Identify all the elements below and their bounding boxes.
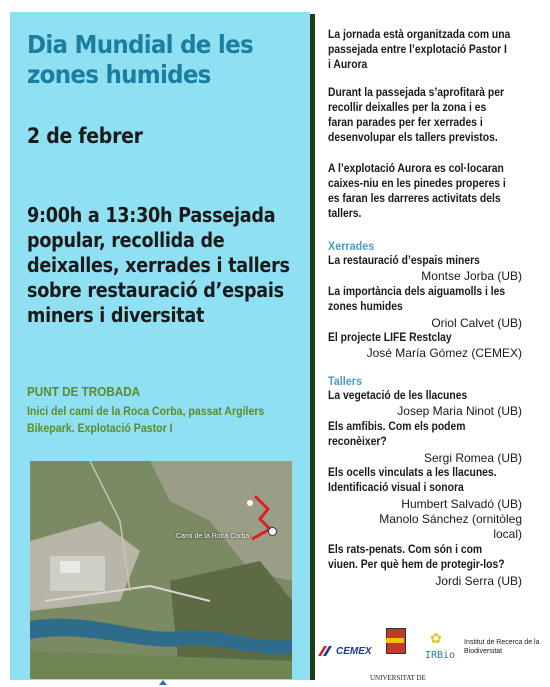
meeting-point-line2: Bikepark. Explotació Pastor I	[27, 421, 173, 435]
xerrada-speaker: Montse Jorba (UB)	[421, 269, 522, 283]
taller-speaker: Manolo Sánchez (ornitòleg	[379, 512, 522, 526]
cemex-logo-icon	[318, 646, 334, 656]
taller-title: Els amfibis. Com els podem reconèixer?	[328, 421, 466, 448]
xerrada-speaker: Oriol Calvet (UB)	[431, 316, 522, 330]
meeting-point-line1: Inici del camí de la Roca Corba, passat Argilers	[27, 404, 265, 418]
xerrada-title: La restauració d’espais miners	[328, 255, 480, 267]
panel-divider	[310, 14, 315, 680]
irbio-description: Institut de Recerca de la Biodiversitat	[464, 639, 540, 655]
map-pin-icon	[268, 527, 277, 536]
map-location-label: Camí de la Roca Corba	[176, 533, 250, 540]
xerrada-title: El projecte LIFE Restclay	[328, 332, 452, 344]
ub-shield-stripe	[386, 638, 404, 643]
scroll-up-icon[interactable]	[159, 680, 167, 685]
sponsor-logos	[312, 618, 550, 684]
taller-speaker: Humbert Salvadó (UB)	[401, 497, 522, 511]
taller-speaker: Jordi Serra (UB)	[435, 574, 522, 588]
satellite-map	[30, 461, 292, 679]
tallers-heading: Tallers	[328, 374, 363, 388]
xerrades-heading: Xerrades	[328, 239, 375, 253]
ub-logo-text: UNIVERSITAT DE	[370, 674, 426, 682]
irbio-logo-text: IRBio	[425, 650, 456, 661]
flyer-title: Dia Mundial de les zones humides	[27, 30, 253, 89]
taller-title: Els rats-penats. Com són i com viuen. Per què hem de protegir-los?	[328, 544, 505, 571]
taller-speaker: Josep Maria Ninot (UB)	[397, 404, 522, 418]
intro-paragraph-2: Durant la passejada s’aprofitarà per recollir deixalles per la zona i es faran parades per fer xerrades i desenvolupar els tallers previstos.	[328, 87, 505, 144]
taller-speaker: Sergi Romea (UB)	[423, 451, 522, 465]
intro-paragraph-3: A l’explotació Aurora es col·locaran caixes-niu en les pinedes properes i es faran les darreres activitats dels tallers.	[328, 163, 506, 220]
irbio-flower-icon: ✿	[430, 630, 442, 646]
xerrada-title: La importància dels aiguamolls i les zones humides	[328, 286, 506, 313]
taller-title: La vegetació de les llacunes	[328, 390, 468, 402]
event-date: 2 de febrer	[27, 124, 143, 148]
xerrada-speaker: José María Gómez (CEMEX)	[366, 346, 522, 360]
taller-speaker: local)	[493, 527, 522, 541]
taller-title: Els ocells vinculats a les llacunes. Identificació visual i sonora	[328, 467, 497, 494]
cemex-logo-text: CEMEX	[336, 646, 372, 657]
event-description: 9:00h a 13:30h Passejada popular, recollida de deixalles, xerrades i tallers sobre restauració d’espais miners i diversitat	[27, 203, 290, 327]
intro-paragraph-1: La jornada està organitzada com una passejada entre l’explotació Pastor I i Aurora	[328, 29, 511, 71]
meeting-point-heading: PUNT DE TROBADA	[27, 384, 141, 399]
map-image	[30, 461, 292, 679]
